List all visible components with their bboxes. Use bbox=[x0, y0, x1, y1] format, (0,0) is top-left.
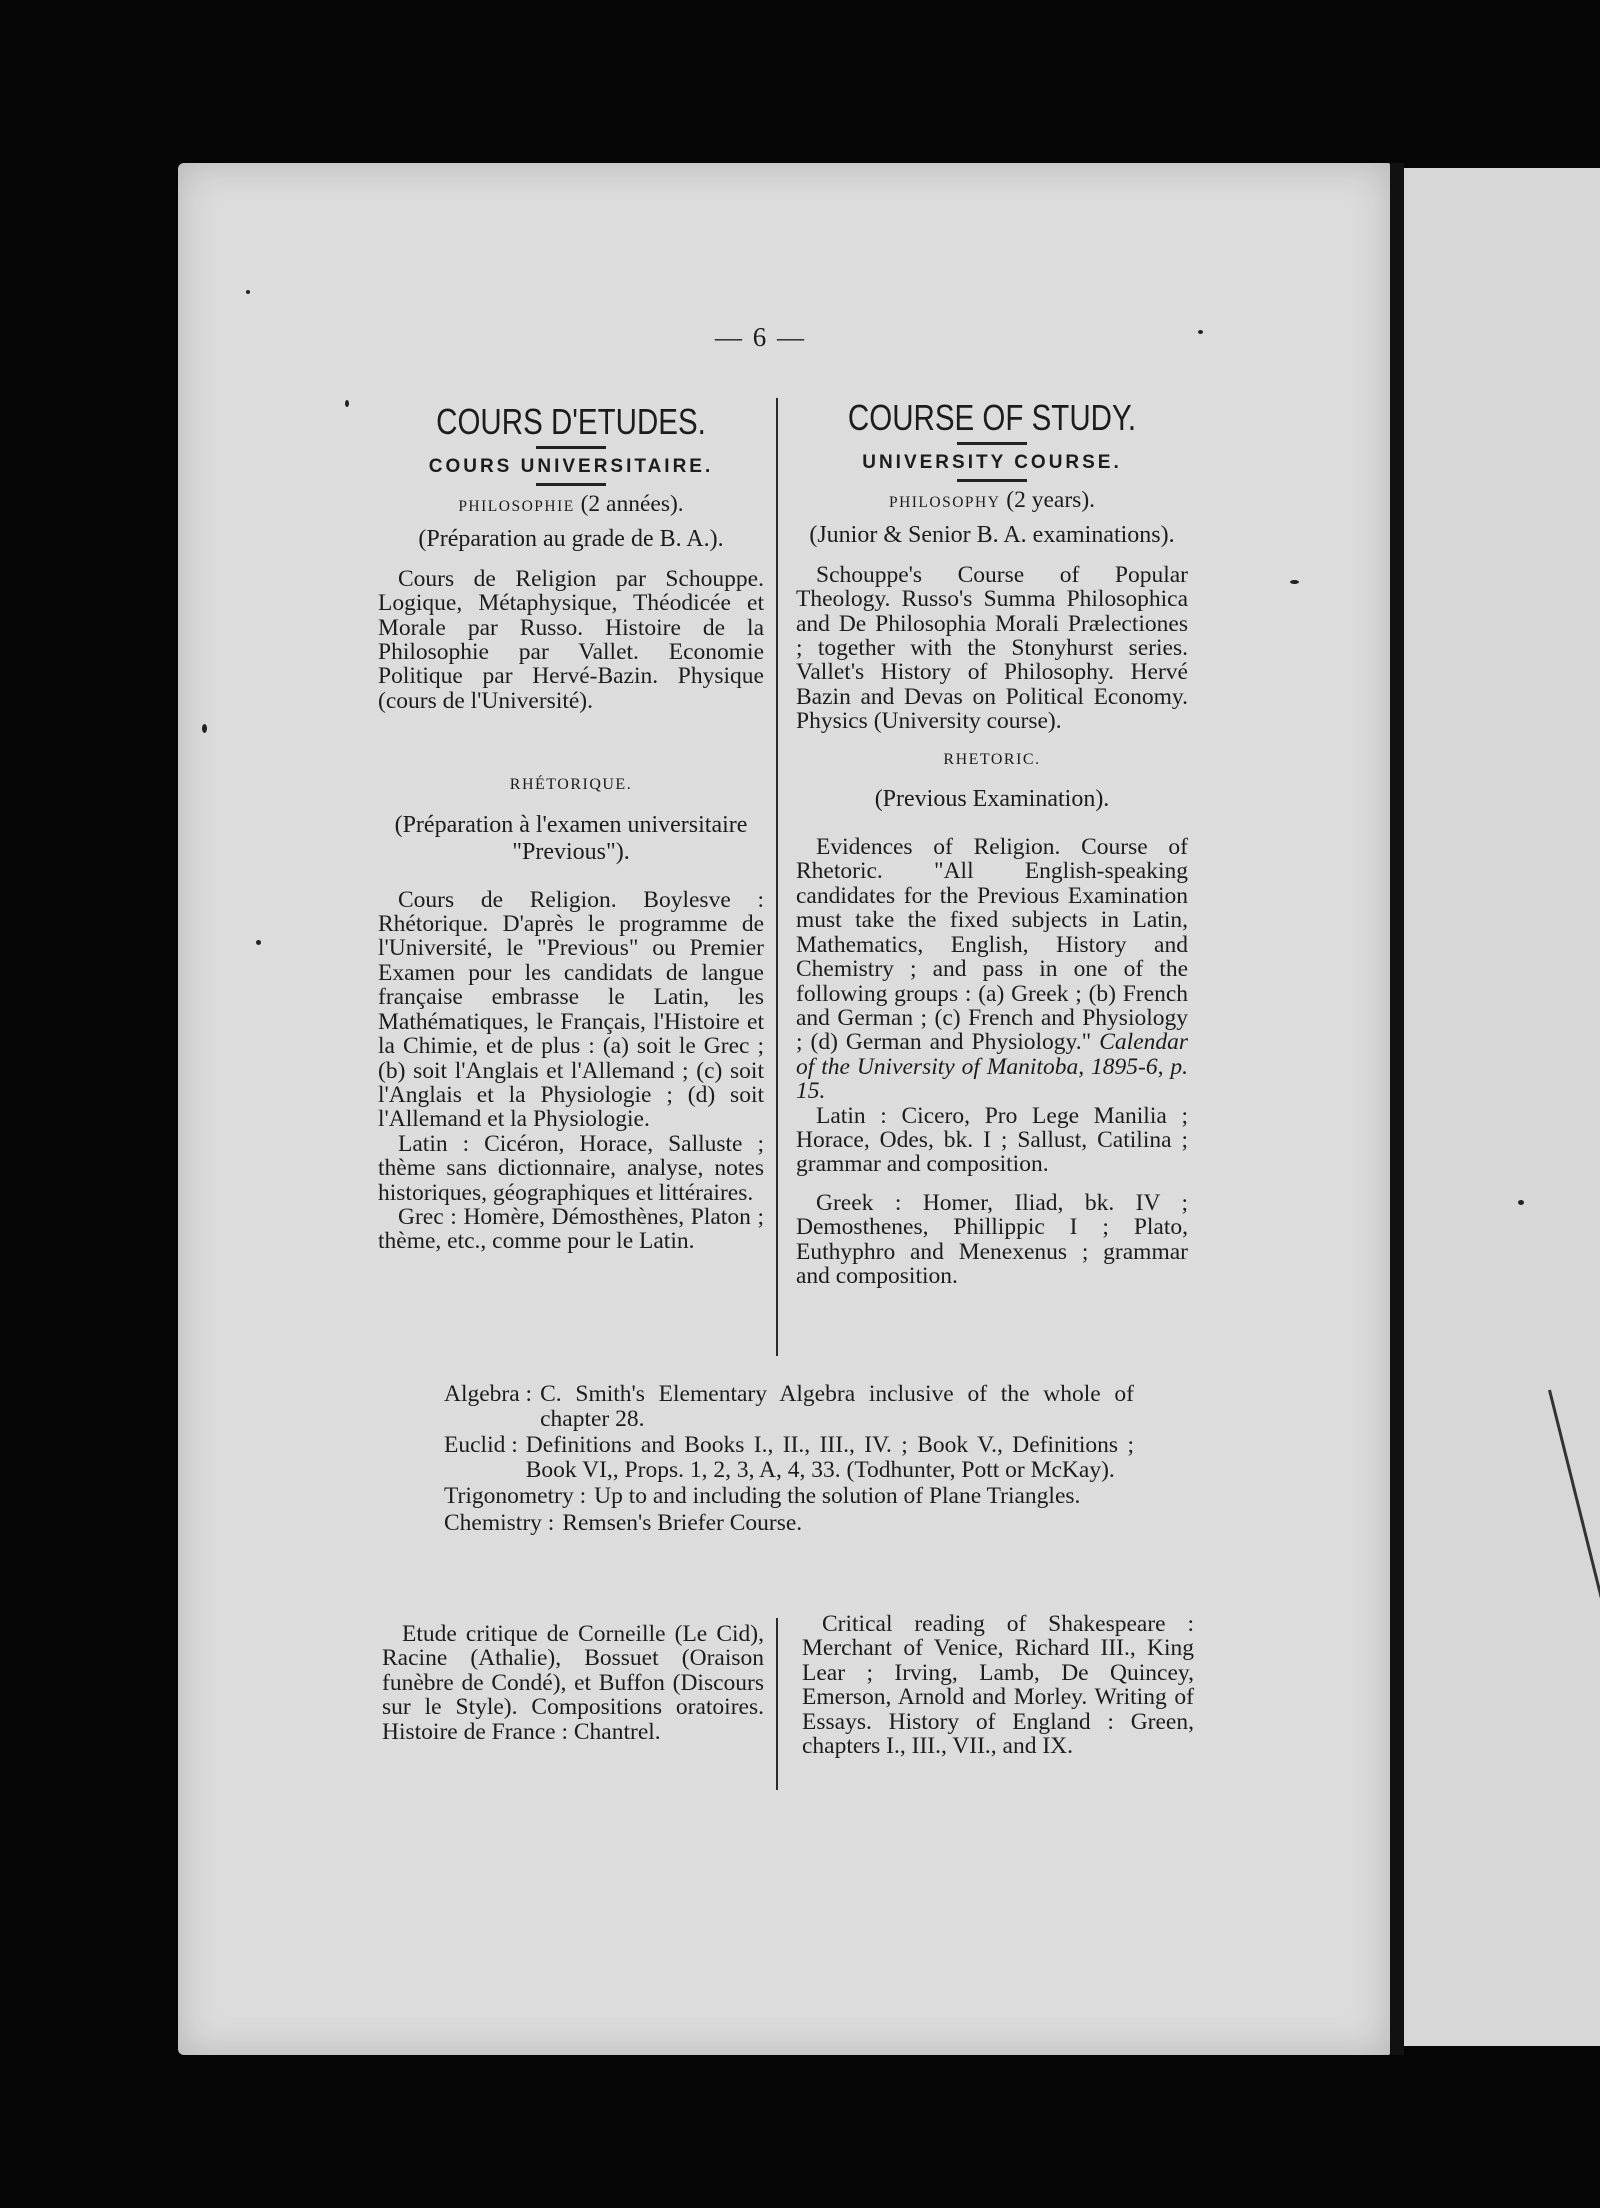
rhetoric-citation: Calendar of the University of Manitoba, 1895-6, p. 15. bbox=[796, 1029, 1189, 1105]
english-rhetoric-text bbox=[796, 835, 1188, 1103]
english-philosophy-prep: (Junior & Senior B. A. examinations). bbox=[809, 521, 1175, 548]
algebra-entry bbox=[444, 1382, 1134, 1431]
trigonometry-label: Trigonometry : bbox=[444, 1483, 587, 1509]
algebra-label: Algebra : bbox=[444, 1381, 533, 1407]
english-subtitle: UNIVERSITY COURSE. bbox=[862, 452, 1122, 473]
scan-speck bbox=[1518, 1200, 1524, 1205]
title-rule bbox=[536, 446, 606, 449]
subtitle-rule bbox=[957, 479, 1027, 482]
heading-smallcaps: PHILOSOPHY bbox=[888, 494, 1001, 512]
french-philosophy-text: Cours de Religion par Schouppe. Logique, Métaphysique, Théodicée et Morale par Russo. Histoire de la Philosophie par Vallet. Economie Politique par Hervé-Bazin. Physique (cours de l'Université). bbox=[378, 565, 764, 714]
column-divider-top bbox=[776, 398, 778, 1356]
french-rhetoric-text: Cours de Religion. Boylesve : Rhétorique. D'après le programme de l'Université, le "Previous" ou Premier Examen pour les candidats de langue française embrasse le Latin, les Mathématiques, le Français, l'Histoire et la Chimie, et de plus : (a) soit le Grec ; (b) soit l'Anglais et l'Allemand ; (c) soit l'Anglais et la Physiologie ; (d) soit l'Allemand et la Physiologie. bbox=[378, 886, 764, 1133]
page-gutter bbox=[1390, 163, 1404, 2055]
euclid-text: Definitions and Books I., II., III., IV. ; Book V., Definitions ; Book VI,, Props. 1, 2, 3, A, 4, 33. (Todhunter, Pott or McKay). bbox=[525, 1432, 1134, 1483]
mathematics-block bbox=[444, 1382, 1134, 1537]
english-latin-text: Latin : Cicero, Pro Lege Manilia ; Horace, Odes, bk. I ; Sallust, Catilina ; grammar and composition. bbox=[796, 1102, 1188, 1178]
english-rhetoric-heading: RHETORIC. bbox=[943, 750, 1041, 768]
subtitle-rule bbox=[536, 483, 606, 486]
algebra-text: C. Smith's Elementary Algebra inclusive of the whole of chapter 28. bbox=[540, 1381, 1134, 1432]
chemistry-entry bbox=[444, 1511, 1134, 1536]
french-latin-text: Latin : Cicéron, Horace, Salluste ; thème sans dictionnaire, analyse, notes historiques, géographiques et littéraires. bbox=[378, 1130, 764, 1206]
scan-speck bbox=[1290, 580, 1299, 584]
english-final-text: Critical reading of Shakespeare : Merchant of Venice, Richard III., King Lear ; Irving, Lamb, De Quincey, Emerson, Arnold and Morley. Writing of Essays. History of England : Green, chapters I., III., VII., and IX. bbox=[802, 1611, 1194, 1760]
adjacent-page-edge bbox=[1404, 168, 1600, 2046]
scan-speck bbox=[246, 290, 250, 294]
trigonometry-entry bbox=[444, 1484, 1134, 1509]
english-greek-text: Greek : Homer, Iliad, bk. IV ; Demosthenes, Phillippic I ; Plato, Euthyphro and Menexenus ; grammar and composition. bbox=[796, 1189, 1188, 1289]
french-final-text: Etude critique de Corneille (Le Cid), Racine (Athalie), Bossuet (Oraison funèbre de Condé), et Buffon (Discours sur le Style). Compositions oratoires. Histoire de France : Chantrel. bbox=[382, 1621, 764, 1745]
english-philosophy-text: Schouppe's Course of Popular Theology. Russo's Summa Philosophica and De Philosophia Morali Prælectiones ; together with the Stonyhurst series. Vallet's History of Philosophy. Hervé Bazin and Devas on Political Economy. Physics (University course). bbox=[796, 561, 1188, 735]
page-number: — 6 — bbox=[715, 322, 806, 352]
french-final-column bbox=[382, 1622, 764, 1744]
euclid-entry bbox=[444, 1433, 1134, 1482]
french-rhetoric-heading: RHÉTORIQUE. bbox=[509, 776, 633, 794]
english-title: COURSE OF STUDY. bbox=[847, 397, 1137, 438]
scan-speck bbox=[202, 724, 207, 733]
scanned-page bbox=[178, 163, 1390, 2055]
heading-smallcaps: PHILOSOPHIE bbox=[458, 498, 575, 516]
english-rhetoric-prep: (Previous Examination). bbox=[874, 786, 1110, 813]
french-column bbox=[378, 402, 764, 1254]
trigonometry-text: Up to and including the solution of Plane Triangles. bbox=[594, 1483, 1081, 1509]
euclid-label: Euclid : bbox=[444, 1432, 518, 1458]
chemistry-text: Remsen's Briefer Course. bbox=[562, 1509, 803, 1536]
scan-speck bbox=[345, 400, 349, 407]
french-philosophy-heading bbox=[378, 492, 764, 519]
french-subtitle: COURS UNIVERSITAIRE. bbox=[428, 456, 714, 477]
french-title: COURS D'ETUDES. bbox=[436, 401, 706, 442]
french-greek-text: Grec : Homère, Démosthènes, Platon ; thème, etc., comme pour le Latin. bbox=[378, 1203, 764, 1255]
column-divider-bottom bbox=[776, 1618, 778, 1790]
french-philosophy-prep: (Préparation au grade de B. A.). bbox=[418, 525, 724, 552]
title-rule bbox=[957, 442, 1027, 445]
english-philosophy-heading bbox=[796, 488, 1188, 515]
rhetoric-quote: Evidences of Religion. Course of Rhetoric. "All English-speaking candidates for the Previous Examination must take the fixed subjects in Latin, Mathematics, English, History and Chemistry ; and pass in one of the following groups : (a) Greek ; (b) French and German ; (c) French and Physiology ; (d) German and Physiology." bbox=[796, 834, 1188, 1056]
scan-speck bbox=[1198, 330, 1203, 334]
french-rhetoric-prep: (Préparation à l'examen universitaire "Previous"). bbox=[394, 811, 748, 865]
heading-rest: (2 years). bbox=[1000, 487, 1096, 514]
chemistry-label: Chemistry : bbox=[444, 1509, 555, 1536]
scan-speck bbox=[256, 940, 261, 945]
heading-rest: (2 années). bbox=[574, 491, 684, 518]
english-column bbox=[796, 398, 1188, 1288]
english-final-column bbox=[802, 1612, 1194, 1758]
